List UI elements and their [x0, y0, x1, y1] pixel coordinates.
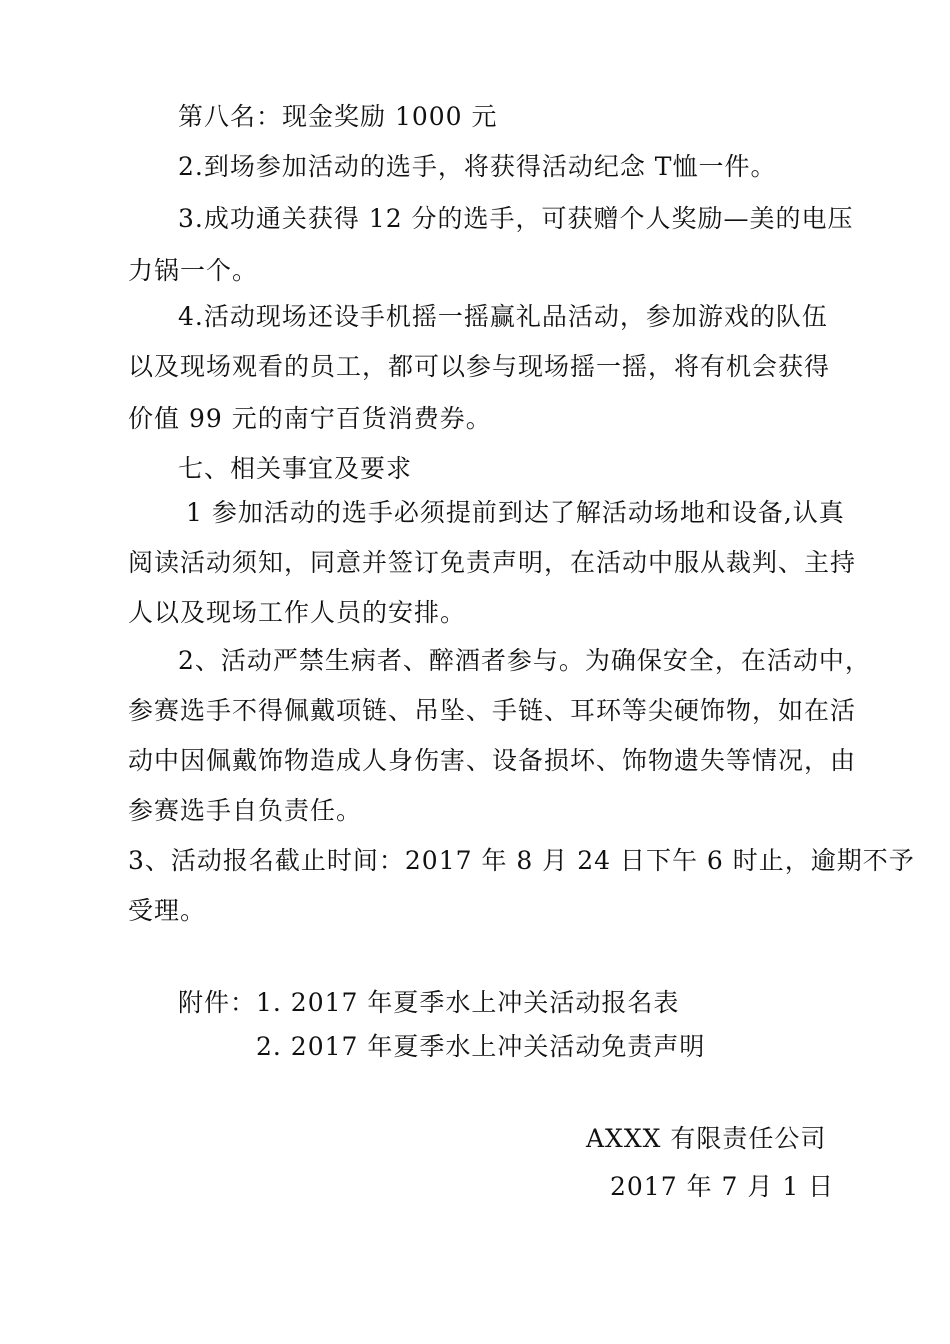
requirement-2-line-1: 2、活动严禁生病者、醉酒者参与。为确保安全，在活动中， — [178, 646, 871, 675]
requirement-2-line-3: 动中因佩戴饰物造成人身伤害、设备损坏、饰物遗失等情况，由 — [128, 746, 857, 775]
requirement-3-line-1: 3、活动报名截止时间：2017 年 8 月 24 日下午 6 时止，逾期不予 — [128, 846, 915, 875]
prize-eighth: 第八名：现金奖励 1000 元 — [178, 102, 498, 131]
requirement-2-line-4: 参赛选手自负责任。 — [128, 796, 363, 825]
prize-item-4-line-3: 价值 99 元的南宁百货消费券。 — [128, 404, 492, 433]
signature-company: AXXX 有限责任公司 — [586, 1124, 827, 1153]
requirement-1-line-2: 阅读活动须知，同意并签订免责声明，在活动中服从裁判、主持 — [128, 548, 857, 577]
requirement-1-line-3: 人以及现场工作人员的安排。 — [128, 598, 467, 627]
prize-item-3-line-1: 3.成功通关获得 12 分的选手，可获赠个人奖励—美的电压 — [178, 204, 854, 233]
prize-item-4-line-1: 4.活动现场还设手机摇一摇赢礼品活动，参加游戏的队伍 — [178, 302, 828, 331]
prize-item-3-line-2: 力锅一个。 — [128, 256, 259, 285]
prize-item-2: 2.到场参加活动的选手，将获得活动纪念 T恤一件。 — [178, 152, 777, 181]
attachment-line-2: 2. 2017 年夏季水上冲关活动免责声明 — [256, 1032, 706, 1061]
attachment-line-1: 附件：1. 2017 年夏季水上冲关活动报名表 — [178, 988, 680, 1017]
requirement-2-line-2: 参赛选手不得佩戴项链、吊坠、手链、耳环等尖硬饰物，如在活 — [128, 696, 857, 725]
requirement-3-line-2: 受理。 — [128, 896, 207, 925]
requirement-1-line-1: 1 参加活动的选手必须提前到达了解活动场地和设备,认真 — [186, 498, 845, 527]
signature-date: 2017 年 7 月 1 日 — [610, 1172, 835, 1201]
section-heading: 七、相关事宜及要求 — [178, 454, 413, 483]
prize-item-4-line-2: 以及现场观看的员工，都可以参与现场摇一摇，将有机会获得 — [128, 352, 831, 381]
